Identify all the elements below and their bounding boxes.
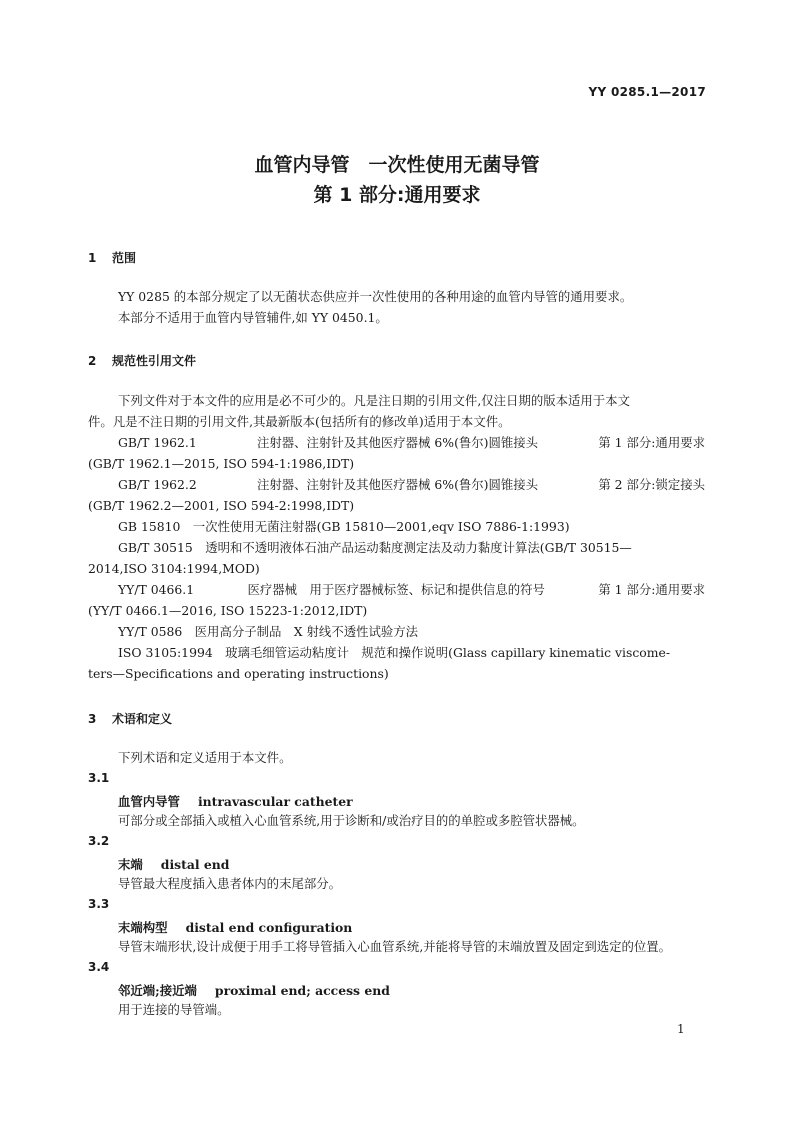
section-number: 2	[88, 354, 97, 368]
paragraph: YY 0285 的本部分规定了以无菌状态供应并一次性使用的各种用途的血管内导管的通用要求。	[118, 289, 633, 304]
term-definition: 导管最大程度插入患者体内的末尾部分。	[118, 876, 342, 891]
term-zh: 末端	[118, 857, 143, 872]
page-number: 1	[677, 1022, 685, 1036]
reference-entry-cont: (GB/T 1962.2—2001, ISO 594-2:1998,IDT)	[88, 498, 355, 513]
reference-entry: GB/T 30515 透明和不透明液体石油产品运动黏度测定法及动力黏度计算法(GB/T 30515—	[118, 540, 632, 555]
document-title: 血管内导管 一次性使用无菌导管	[254, 154, 540, 176]
term-entry	[118, 792, 353, 810]
reference-title: 注射器、注射针及其他医疗器械 6%(鲁尔)圆锥接头	[257, 435, 539, 450]
term-zh: 末端构型	[118, 920, 168, 935]
term-zh: 血管内导管	[118, 794, 180, 809]
term-number: 3.2	[88, 834, 110, 848]
reference-code: GB/T 1962.1	[118, 435, 197, 450]
term-number: 3.1	[88, 771, 110, 785]
section-title: 规范性引用文件	[112, 354, 197, 368]
paragraph: 下列术语和定义适用于本文件。	[118, 750, 292, 765]
section-heading-terms-definitions	[88, 710, 172, 727]
reference-entry	[118, 582, 705, 598]
reference-entry: ISO 3105:1994 玻璃毛细管运动粘度计 规范和操作说明(Glass capillary kinematic viscome-	[118, 645, 671, 660]
term-en: proximal end; access end	[214, 983, 390, 998]
section-number: 3	[88, 712, 97, 726]
reference-entry: YY/T 0586 医用高分子制品 X 射线不透性试验方法	[118, 624, 419, 639]
reference-entry-cont: (GB/T 1962.1—2015, ISO 594-1:1986,IDT)	[88, 456, 355, 471]
section-number: 1	[88, 251, 97, 265]
reference-entry-cont: ters—Specifications and operating instructions)	[88, 666, 389, 681]
document-subtitle: 第 1 部分:通用要求	[313, 184, 481, 206]
term-definition: 用于连接的导管端。	[118, 1002, 230, 1017]
term-en: intravascular catheter	[197, 794, 353, 809]
reference-title: 注射器、注射针及其他医疗器械 6%(鲁尔)圆锥接头	[257, 477, 539, 492]
term-number: 3.3	[88, 897, 110, 911]
reference-part: 第 1 部分:通用要求	[598, 435, 705, 450]
reference-part: 第 1 部分:通用要求	[598, 582, 705, 597]
term-entry	[118, 981, 390, 999]
reference-entry	[118, 477, 705, 493]
term-zh: 邻近端;接近端	[118, 983, 197, 998]
reference-code: YY/T 0466.1	[118, 582, 195, 597]
reference-entry-cont: 2014,ISO 3104:1994,MOD)	[88, 561, 260, 576]
term-number: 3.4	[88, 960, 110, 974]
paragraph: 下列文件对于本文件的应用是必不可少的。凡是注日期的引用文件,仅注日期的版本适用于本文	[118, 393, 630, 408]
term-definition: 可部分或全部插入或植入心血管系统,用于诊断和/或治疗目的的单腔或多腔管状器械。	[118, 813, 585, 828]
term-entry	[118, 918, 352, 936]
section-title: 术语和定义	[112, 712, 173, 726]
term-entry	[118, 855, 229, 873]
paragraph: 件。凡是不注日期的引用文件,其最新版本(包括所有的修改单)适用于本文件。	[88, 414, 511, 429]
reference-entry	[118, 435, 705, 451]
reference-code: GB/T 1962.2	[118, 477, 197, 492]
paragraph: 本部分不适用于血管内导管辅件,如 YY 0450.1。	[118, 310, 388, 325]
reference-entry-cont: (YY/T 0466.1—2016, ISO 15223-1:2012,IDT)	[88, 603, 368, 618]
standard-number: YY 0285.1—2017	[588, 85, 706, 99]
section-heading-scope	[88, 249, 136, 266]
reference-entry: GB 15810 一次性使用无菌注射器(GB 15810—2001,eqv ISO 7886-1:1993)	[118, 519, 570, 534]
reference-title: 医疗器械 用于医疗器械标签、标记和提供信息的符号	[247, 582, 545, 597]
reference-part: 第 2 部分:锁定接头	[598, 477, 705, 492]
term-definition: 导管末端形状,设计成便于用手工将导管插入心血管系统,并能将导管的末端放置及固定到选定的位置。	[118, 939, 672, 954]
term-en: distal end configuration	[185, 920, 353, 935]
term-en: distal end	[160, 857, 230, 872]
section-heading-normative-references	[88, 352, 196, 369]
section-title: 范围	[112, 251, 137, 265]
